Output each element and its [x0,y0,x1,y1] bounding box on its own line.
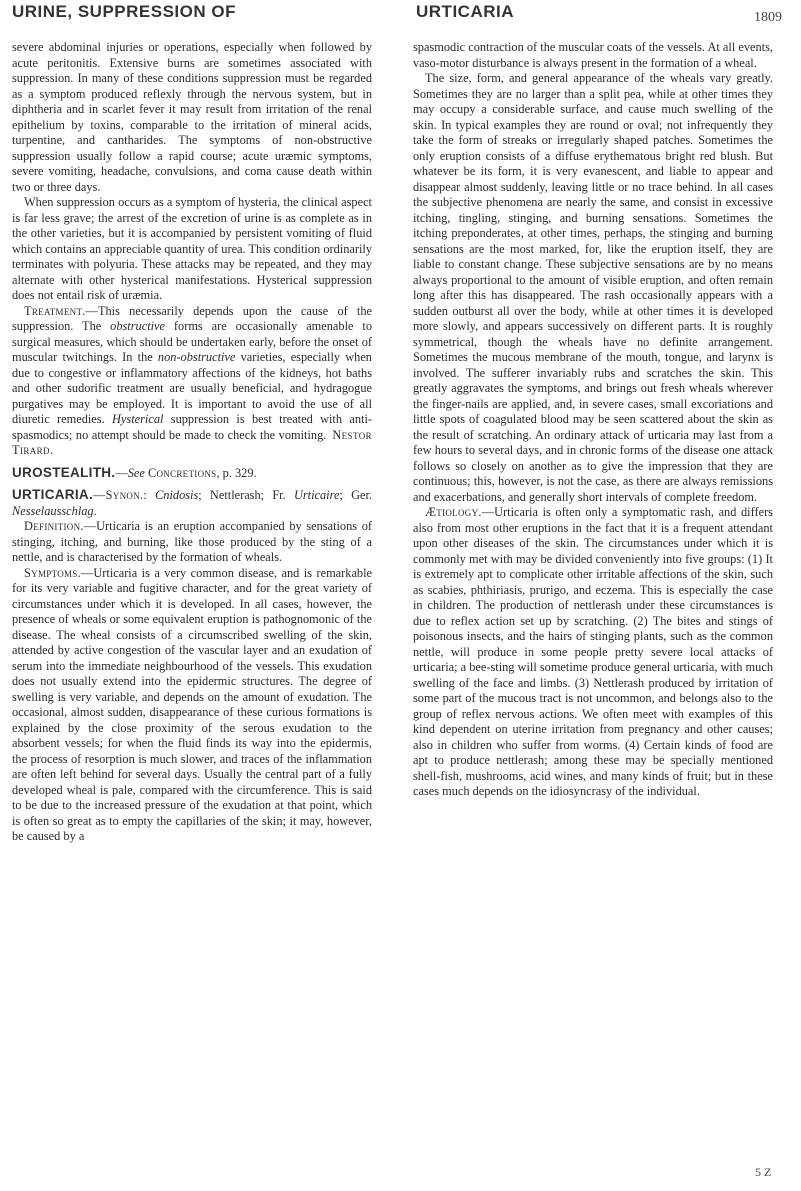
text-run: , p. 329. [216,465,257,480]
urticaria-entry-head [12,487,372,519]
italic-term: obstructive [110,319,166,333]
right-column [413,40,773,1180]
page-number: 1809 [754,10,782,25]
definition-paragraph [12,519,372,566]
running-head-left: URINE, SUPPRESSION OF [12,2,236,21]
paragraph: The size, form, and general appearance of the wheals vary greatly. Sometimes they are no larger than a split pea, while at other times they may occupy a considerable surface, and cause much swelling of the skin. In typical examples they are round or oval; not infrequently they take the form of streaks or irregularly shaped patches. Sometimes the only eruption consists of a diffuse erythematous bright red blush. But whatever be its form, it is very evanescent, and liable to appear and disappear almost suddenly, leaving little or no trace behind. In all cases the subjective phenomena are nearly the same, and consist in excessive itching, tingling, stinging, and burning sensations. Sometimes the itching preponderates, at other times, perhaps, the stinging and burning sensations are the most marked, for, like the eruption itself, they are liable to constant change. These subjective sensations are by no means always proportional to the amount of visible eruption, and often remain long after this has disappeared. The rash occasionally appears with a sudden outburst all over the body, while at other times it is developed more slowly, and appears successively on different parts. It is roughly symmetrical, though the wheals have no definite arrangement. Sometimes the mucous membrane of the mouth, tongue, and larynx is involved. The sufferer invariably rubs and scratches the skin. This greatly aggravates the symptoms, and brings out fresh wheals wherever the finger-nails are applied, and, in severe cases, small excoriations and little spots of coagulated blood may be seen scattered about the skin as the result of scratching. An ordinary attack of urticaria may last from a few hours to several days, and in chronic forms of the disease one attack follows so closely on another as to give the impression that they are continuous; this, however, is not the case, as there are always remissions and exacerbations, and generally short intervals of complete freedom. [413,71,773,504]
italic-term: Urticaire [293,488,340,502]
paragraph: severe abdominal injuries or operations, especially when followed by acute peritonitis. Extensive burns are sometimes associated with suppression. In many of these conditions suppression must be regarded as a symptom produced reflexly through the nervous system, but in diphtheria and in scarlet fever it may result from irritation of the renal epithelium by toxins, comparable to the irritation of mineral acids, turpentine, and cantharides. The symptoms of non-obstructive suppression usually follow a rapid course; acute uræmic symptoms, severe vomiting, headache, convulsions, and coma cause death within two or three days. [12,40,372,194]
text-run: ; Ger. [339,488,372,502]
signature-mark: 5 Z [755,1165,772,1179]
text-run: varieties, especially when due to congestive or inflammatory affections of the kidneys, hot baths and other sudorific treatment are usually beneficial, and hydragogue purgatives may be employed. It is important to avoid the use of all diuretic remedies. [12,350,372,426]
left-column [12,40,372,1180]
italic-term: non-obstructive [157,350,236,364]
section-label: Definition. [24,519,84,533]
italic-term: Hysterical [112,412,164,426]
treatment-paragraph [12,304,372,459]
text-run: forms are occasionally amenable to surgical measures, which should be undertaken early, before the onset of muscular twitchings. In the [12,319,372,364]
symptoms-paragraph [12,566,372,845]
section-label: Symptoms. [24,565,82,580]
author-signature: Nestor Tirard. [12,427,372,457]
text-run: ; Nettlerash; Fr. [198,488,294,502]
urostealith-entry [12,465,372,482]
text-run: : [143,488,156,502]
italic-term: Cnidosis [155,488,199,502]
section-label: Ætiology. [425,505,482,519]
paragraph: spasmodic contraction of the muscular coats of the vessels. At all events, vaso-motor disturbance is always present in the formation of a wheal. [413,40,773,70]
entry-heading: URTICARIA. [12,487,93,502]
cross-reference-link[interactable]: Concretions [147,465,217,480]
italic-term: Nesselausschlag [12,503,94,518]
text-run: —Urticaria is a very common disease, and is remarkable for its very variable and fugitive character, and for the great variety of circumstances under which it is developed. In all cases, however, the presence of wheals or some equivalent eruption is pathognomonic of the disease. The wheal consists of a circumscribed swelling of the skin, attended by active congestion of the vascular layer and an exudation of serum into the immediate neighbourhood of the vessels. This exudation does not usually extend into the epidermic structures. The degree of swelling is very variable, and depends on the amount of exudation. The occasional, almost sudden, disappearance of these curious formations is explained by the close proximity of the serous exudation to the absorbent vessels; for when the fluid finds its way into the epidermis, the process of resorption is much slower, and traces of the inflammation are often left behind for several days. Usually the central part of a fully developed wheal is pale, compared with the circumference. This is said to be due to the increased pressure of the exudation at that point, which is often so great as to empty the capillaries of the skin; it may, however, be caused by a [12,565,372,843]
synonym-label: —Synon. [93,488,144,502]
section-label: Treatment. [24,303,86,318]
entry-heading: UROSTEALITH. [12,464,116,480]
text-run: — [115,465,128,480]
text-run: . [93,503,97,518]
text-run: —Urticaria is often only a symptomatic rash, and differs also from most other eruptions in the fact that it is a frequent attendant upon other diseases of the skin. The circumstances under which it is commonly met with may be divided conveniently into five groups: (1) It is extremely apt to complicate other irritable affections of the skin, such as scabies, phthiriasis, prurigo, and eczema. This is especially the case in children. The production of nettlerash under these circumstances is due to reflex action set up by scratching. (2) The bites and stings of poisonous insects, and the hairs of stinging plants, such as the common nettle, will produce in some people pretty severe local attacks of urticaria; a bee-sting will sometime produce general urticaria, with much swelling of the face and limbs. (3) Nettlerash produced by irritation of some part of the mucous tract is not uncommon, and belongs also to the group of reflex nervous actions. We often meet with examples of this kind dependent on uterine irritation from pregnancy and other causes; also in children who suffer from worms. (4) Certain kinds of food are apt to produce nettlerash; among these may be specially mentioned shell-fish, mushrooms, acid wines, and many kinds of fruit; but in these cases much depends on the idiosyncrasy of the individual. [413,505,773,798]
text-run: suppression is best treated with anti-spasmodics; no attempt should be made to check the vomiting. [12,412,372,442]
text-run: —This necessarily depends upon the cause of the suppression. The [12,303,372,333]
running-head-center: URTICARIA [416,2,514,21]
running-header [0,0,801,30]
paragraph: When suppression occurs as a symptom of hysteria, the clinical aspect is far less grave; the arrest of the excretion of urine is as complete as in the other varieties, but it is accompanied by persistent vomiting of fluid which contains an appreciable quantity of urea. This condition ordinarily terminates with polyuria. These attacks may be repeated, and they may alternate with other hysterical manifestations. Hysterical suppression does not entail risk of uræmia. [12,195,372,302]
text-run: —Urticaria is an eruption accompanied by sensations of stinging, itching, and burning, like those produced by the sting of a nettle, and is characterised by the formation of wheals. [12,519,372,564]
aetiology-paragraph [413,505,773,800]
italic-term: See [127,465,145,480]
